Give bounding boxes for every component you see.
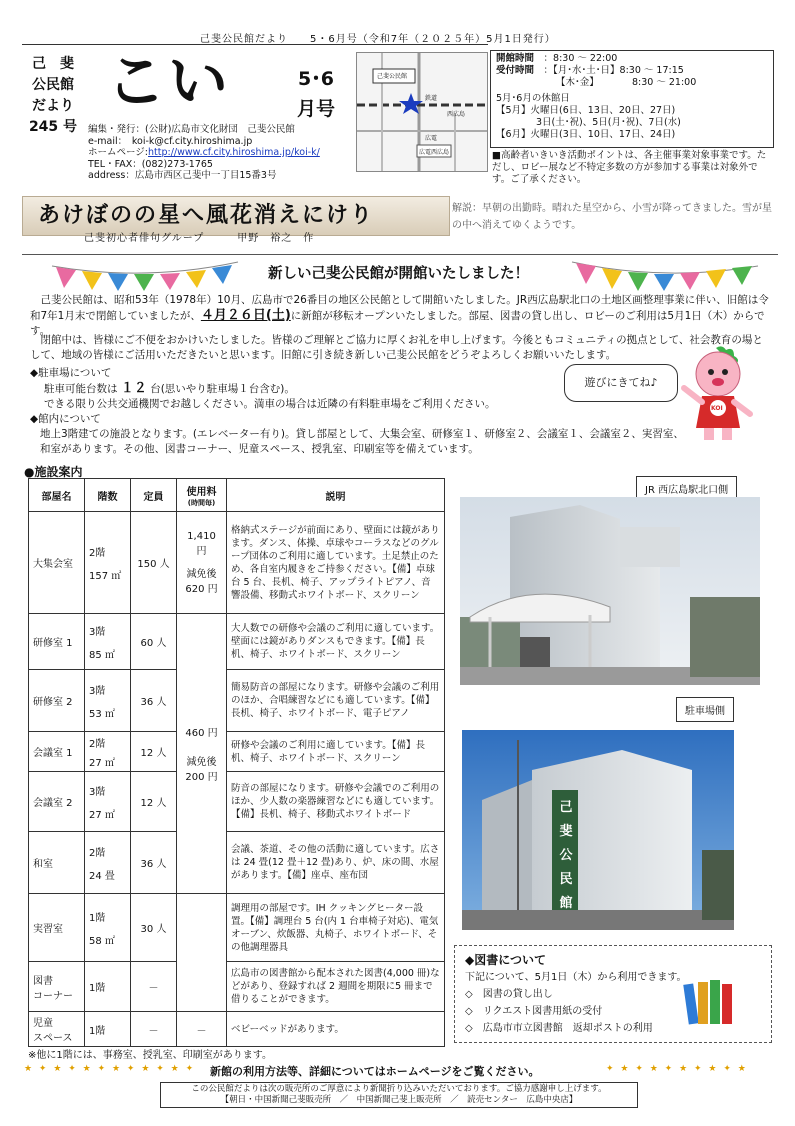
closed-may: 【5月】火曜日(6日、13日、20日、27日) — [496, 105, 676, 116]
room-description: 大人数での研修や会議のご利用に適しています。壁面には鏡がありダンスもできます。【備】長机、椅子、ホワイトボード、スクリーン — [227, 614, 445, 670]
table-row — [29, 772, 445, 832]
room-fee-empty — [177, 894, 227, 1012]
floor: 3階 — [89, 786, 106, 798]
column-header: 定員 — [131, 479, 177, 512]
article-headline: 新しい己斐公民館が開館いたしました！ — [268, 266, 529, 282]
map-label: 西広島 — [447, 111, 466, 118]
room-floor — [85, 670, 131, 732]
room-name-line: 図書 — [33, 975, 53, 987]
room-capacity: 60 人 — [131, 614, 177, 670]
table-row — [29, 1012, 445, 1047]
inside-title: ◆館内について — [30, 413, 101, 425]
room-fee — [177, 512, 227, 614]
photo-caption-north: JR 西広島駅北口側 — [636, 476, 737, 501]
haiku-text: あけぼのの星へ風花消えにけり — [38, 202, 375, 228]
article-paragraph-2: 閉館中は、皆様にご不便をおかけいたしました。皆様のご理解とご協力に厚くお礼を申し上げます。今後ともコミュニティの拠点として、社会教育の場として、地域の皆様にご活用いただきたいと思います。旧館に引き続き新しい己斐公民館をどうぞよろしくお願いいたします。 — [30, 334, 763, 361]
building-sign: 己斐公民館 — [559, 800, 573, 911]
floor: 1階 — [89, 912, 106, 924]
facilities-title: ●施設案内 — [24, 465, 83, 479]
contact-info — [88, 124, 320, 182]
map-label: 鉄道 — [425, 95, 438, 102]
opening-date: ４月２６日(土) — [200, 308, 291, 323]
books-icon — [682, 978, 740, 1026]
side-title-line: 245 号 — [28, 119, 78, 135]
area: 27 ㎡ — [89, 757, 115, 769]
reception-label: 受付時間 — [496, 65, 535, 76]
issue-month: 5･6 — [298, 68, 334, 90]
address: address：広島市西区己斐中一丁目15番3号 — [88, 170, 277, 181]
issue-number — [286, 64, 346, 124]
location-map — [356, 52, 488, 172]
floor: 3階 — [89, 685, 106, 697]
haiku-note: 解説：早朝の出勤時。晴れた星空から、小雪が降ってきました。雪が星の中へ消えてゆくようです。 — [452, 203, 772, 231]
library-item: ◇ リクエスト図書用紙の受付 — [465, 1006, 603, 1017]
room-capacity: 30 人 — [131, 894, 177, 962]
table-row — [29, 962, 445, 1012]
room-description: 会議、茶道、その他の活動に適しています。広さは 24 畳(12 畳＋12 畳)あり、炉、床の間、水屋があります。【備】座卓、座布団 — [227, 832, 445, 894]
fee-header: 使用料 — [186, 486, 217, 498]
inside-text-2: 和室があります。その他、図書コーナー、児童スペース、授乳室、印刷室等を備えています。 — [40, 443, 479, 455]
library-item: ◇ 図書の貸し出し — [465, 989, 553, 1000]
room-name: 大集会室 — [29, 512, 85, 614]
room-capacity: 12 人 — [131, 772, 177, 832]
table-row — [29, 614, 445, 670]
room-name: 会議室 2 — [29, 772, 85, 832]
facilities-note: ※他に1階には、事務室、授乳室、印刷室があります。 — [28, 1050, 272, 1061]
parking-text: 駐車可能台数は — [44, 383, 118, 395]
issue-suffix: 月号 — [296, 98, 335, 120]
footer-message: 新館の利用方法等、詳細についてはホームページをご覧ください。 — [210, 1065, 540, 1078]
room-name: 会議室 1 — [29, 732, 85, 772]
open-value: ：8:30 〜 22:00 — [543, 53, 618, 64]
room-floor — [85, 772, 131, 832]
area: 27 ㎡ — [89, 809, 115, 821]
table-row — [29, 832, 445, 894]
mascot-illustration — [678, 344, 758, 444]
room-capacity: 36 人 — [131, 670, 177, 732]
side-title-line: 公民館 — [32, 77, 74, 93]
area: 24 畳 — [89, 870, 115, 882]
room-name: 和室 — [29, 832, 85, 894]
table-row — [29, 670, 445, 732]
floor: 2階 — [89, 547, 106, 559]
reception-value-2: 【木･金】 8:30 〜 21:00 — [556, 77, 697, 88]
map-label-center: 己斐公民館 — [377, 73, 408, 80]
table-row — [29, 732, 445, 772]
parking-text: 台(思いやり駐車場１台含む)。 — [150, 383, 295, 395]
room-floor — [85, 512, 131, 614]
inside-text-1: 地上3階建ての施設となります。(エレベーター有り)。貸し部屋として、大集会室、研修室１、研修室２、会議室１、会議室２、実習室、 — [40, 428, 684, 440]
tel-fax: TEL・FAX：(082)273-1765 — [88, 158, 213, 170]
room-name-line: コーナー — [33, 990, 73, 1002]
floor: 2階 — [89, 738, 106, 750]
parking-count: １２ — [120, 381, 147, 396]
shared-fee — [177, 614, 227, 894]
room-name-line: スペース — [33, 1033, 73, 1044]
room-floor — [85, 894, 131, 962]
room-floor: 1階 — [85, 1012, 131, 1047]
fee-reduced-label: 減免後 — [186, 568, 217, 580]
newsletter-logo: こい — [106, 47, 230, 117]
mascot-label: KOI — [711, 405, 723, 412]
column-header: 部屋名 — [29, 479, 85, 512]
paragraph-text: に新館が移転オープンいたしました。部屋、図書の貸し出し、ロビーのご利用は5月1日（木）からです。 — [30, 310, 765, 337]
fee-reduced: 620 円 — [185, 583, 218, 595]
parking-title: ◆駐車場について — [30, 367, 112, 379]
fee: 460 円 — [185, 728, 218, 739]
room-description: ベビーベッドがあります。 — [227, 1012, 445, 1047]
inside-section — [30, 412, 730, 457]
homepage — [88, 147, 320, 159]
bunting-flags-left — [50, 258, 240, 292]
points-notice: ■高齢者いきいき活動ポイントは、各主催事業対象事業です。ただし、ロビー展など不特定多数の方が参加する事業は対象外です。ご了承ください。 — [492, 150, 767, 185]
room-floor — [85, 832, 131, 894]
stars-decoration-right: ✦ ★ ✦ ★ ✦ ★ ✦ ★ ✦ ★ — [606, 1064, 748, 1074]
header-divider — [22, 44, 488, 45]
side-title — [28, 54, 78, 138]
table-row — [29, 894, 445, 962]
room-name: 研修室 1 — [29, 614, 85, 670]
building-photo-north — [460, 497, 760, 685]
facilities-table — [28, 478, 445, 1047]
section-divider — [22, 254, 778, 255]
library-item: ◇ 広島市市立図書館 返却ポストの利用 — [465, 1023, 653, 1034]
side-title-line: 己 斐 — [32, 56, 74, 72]
room-fee: － — [177, 1012, 227, 1047]
fee-reduced: 200 円 — [185, 772, 218, 783]
room-description: 簡易防音の部屋になります。研修や会議のご利用のほか、合唱練習などにも適しています。【備】長机、椅子、ホワイトボード、電子ピアノ — [227, 670, 445, 732]
room-floor — [85, 614, 131, 670]
room-capacity: 36 人 — [131, 832, 177, 894]
room-capacity: － — [131, 962, 177, 1012]
area: 157 ㎡ — [89, 570, 122, 582]
room-capacity: 150 人 — [131, 512, 177, 614]
library-intro: 下記について、5月1日（木）から利用できます。 — [465, 972, 687, 983]
fee-subheader: (時間毎) — [187, 498, 216, 507]
fee-reduced-label: 減免後 — [186, 757, 217, 768]
column-header — [177, 479, 227, 512]
stars-decoration-left: ★ ✦ ★ ✦ ★ ✦ ★ ✦ ★ ✦ ★ ✦ — [24, 1064, 196, 1074]
bunting-flags-right — [570, 258, 760, 292]
room-description: 格納式ステージが前面にあり、壁面には鏡があります。ダンス、体操、卓球やコーラスなどのグループ団体のご利用に適しています。土足禁止のため、各自室内履きをご持参ください。【備】卓球台 5 台、長机、椅子、アップライトピアノ、音響設備、移動式ホワイトボード、スクリーン — [227, 512, 445, 614]
opening-hours-box — [490, 50, 774, 148]
floor: 2階 — [89, 847, 106, 859]
area: 58 ㎡ — [89, 935, 115, 947]
footer-thanks-box — [160, 1082, 638, 1108]
room-name: 研修室 2 — [29, 670, 85, 732]
room-name-line: 児童 — [33, 1018, 53, 1029]
closed-days-title: 5月･6月の休館日 — [496, 93, 570, 104]
fee: 1,410 円 — [187, 530, 216, 557]
footer-line: 【朝日・中国新聞己斐販売所 ／ 中国新聞己斐上販売所 ／ 読売センター 広島中央店】 — [220, 1095, 578, 1105]
table-header-row — [29, 479, 445, 512]
haiku-author: 己斐初心者俳句グループ 甲野 裕之 作 — [84, 233, 315, 244]
reception-value: ：【月･水･土･日】8:30 〜 17:15 — [543, 65, 684, 76]
room-description: 研修や会議のご利用に適しています。【備】長机、椅子、ホワイトボード、スクリーン — [227, 732, 445, 772]
column-header: 説明 — [227, 479, 445, 512]
room-name: 実習室 — [29, 894, 85, 962]
email: e-mail： koi-k@cf.city.hiroshima.jp — [88, 135, 253, 147]
room-name — [29, 962, 85, 1012]
map-label: 広電 — [425, 135, 438, 142]
closed-may-extra: 3日(土･祝)、5日(月･祝)、7日(水) — [536, 117, 681, 128]
publisher: 編集・発行：(公財)広島市文化財団 己斐公民館 — [88, 124, 295, 135]
header-issue-line: 己斐公民館だより 5・6月号（令和7年（２０２５年）5月1日発行） — [200, 34, 556, 45]
open-label: 開館時間 — [496, 53, 535, 64]
room-name — [29, 1012, 85, 1047]
side-title-line: だより — [32, 98, 74, 114]
speech-bubble: 遊びにきてね♪ — [564, 364, 678, 402]
room-floor — [85, 732, 131, 772]
closed-june: 【6月】火曜日(3日、10日、17日、24日) — [496, 129, 676, 140]
footer-line: この公民館だよりは次の販売所のご厚意により新聞折り込みいただいております。ご協力感謝申し上げます。 — [191, 1084, 607, 1094]
parking-text-2: できる限り公共交通機関でお越しください。満車の場合は近隣の有料駐車場をご利用ください。 — [44, 398, 496, 410]
room-description: 防音の部屋になります。研修や会議でのご利用のほか、少人数の楽器練習などにも適しています。【備】長机、椅子、移動式ホワイトボード — [227, 772, 445, 832]
homepage-link[interactable]: http://www.cf.city.hiroshima.jp/koi-k/ — [148, 147, 320, 158]
photo-caption-parking: 駐車場側 — [676, 697, 734, 722]
table-row — [29, 512, 445, 614]
paragraph-text: 己斐公民館は、昭和53年（1978年）10月、広島市で26番目の地区公民館として開館いたしました。JR西広島駅北口の土地区画整理事業に伴い、旧館は令和7年1月末で閉館していましたが、 — [30, 294, 769, 322]
parking-section — [30, 366, 550, 412]
building-photo-parking — [462, 730, 734, 930]
map-label: 広電西広島 — [419, 149, 450, 156]
floor: 3階 — [89, 626, 106, 638]
homepage-label: ホームページ: — [88, 147, 149, 158]
room-description: 調理用の部屋です。IH クッキングヒーター設置。【備】調理台 5 台(内 1 台車椅子対応)、電気オーブン、炊飯器、丸椅子、ホワイトボード、その他調理器具 — [227, 894, 445, 962]
room-capacity: － — [131, 1012, 177, 1047]
room-floor: 1階 — [85, 962, 131, 1012]
library-title: ◆図書について — [465, 953, 546, 967]
room-capacity: 12 人 — [131, 732, 177, 772]
area: 85 ㎡ — [89, 649, 115, 661]
room-description: 広島市の図書館から配本された図書(4,000 冊)などがあり、登録すれば 2 週間を期限に5 冊まで借りることができます。 — [227, 962, 445, 1012]
column-header: 階数 — [85, 479, 131, 512]
area: 53 ㎡ — [89, 708, 115, 720]
